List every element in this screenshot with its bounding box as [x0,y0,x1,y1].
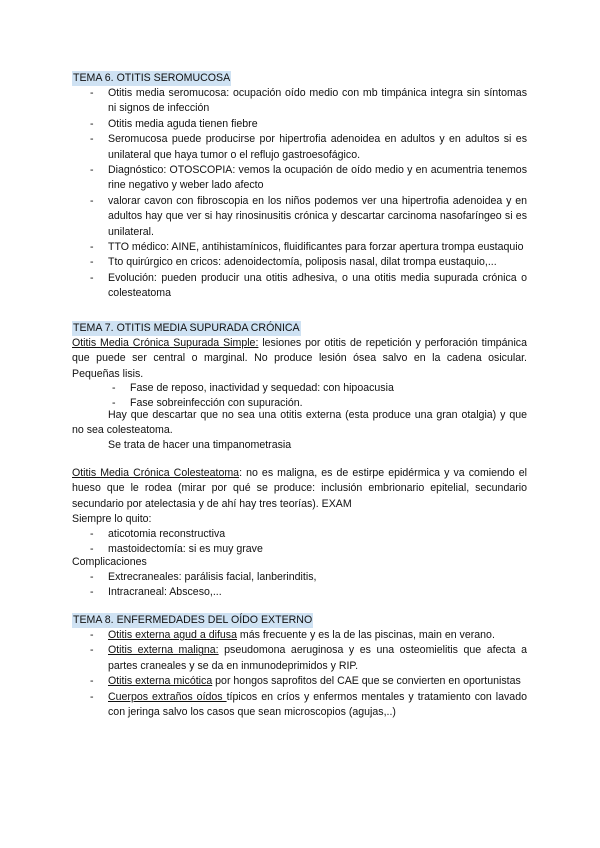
tema6-heading: TEMA 6. OTITIS SEROMUCOSA [72,71,231,86]
list-item [72,628,527,643]
item-text: por hongos saprofitos del CAE que se convierten en oportunistas [212,675,521,688]
list-item: - Intracraneal: Absceso,... [72,585,527,600]
list-item: - Fase sobreinfección con supuración. [72,396,527,411]
colesteatoma-text: : no es maligna, es de estirpe epidérmica y va comiendo el hueso que le rodea (mirar por qué se produce: inclusión embrionario epitelial, secundario secundario por atelectasia y de ahí hay tres teorías). EXAM [72,467,527,510]
item-text: pseudomona aeruginosa y es una osteomielitis que afecta a partes craneales y se da en inmunodeprimidos y RIP. [108,644,527,672]
tema7-heading: TEMA 7. OTITIS MEDIA SUPURADA CRÓNICA [72,321,301,336]
list-item: - aticotomia reconstructiva [72,527,527,542]
list-item: - Diagnóstico: OTOSCOPIA: vemos la ocupación de oído medio y en acumentria tenemos rine negativo y weber lado afecto [72,163,527,194]
list-item: - Seromucosa puede producirse por hipertrofia adenoidea en adultos y en adultos si es unilateral que haya tumor o el reflujo gastroesofágico. [72,132,527,163]
item-label: Otitis externa micótica [108,675,213,688]
note-paragraph-1: Hay que descartar que no sea una otitis externa (esta produce una gran otalgia) y que no sea colesteatoma. [72,409,527,437]
item-label: Cuerpos extraños oídos [108,690,227,703]
list-item: - TTO médico: AINE, antihistamínicos, fluidificantes para forzar apertura trompa eustaquio [72,240,527,255]
item-label: Otitis externa maligna: [108,644,219,657]
tema8-heading: TEMA 8. ENFERMEDADES DEL OÍDO EXTERNO [72,613,313,628]
list-item: - mastoidectomía: si es muy grave [72,542,527,557]
simple-label: Otitis Media Crónica Supurada Simple: [72,337,259,349]
item-text: más frecuente y es la de las piscinas, main en verano. [236,629,495,641]
list-item: - Otitis media aguda tienen fiebre [72,117,527,132]
quito-list [72,527,527,558]
list-item [72,643,527,674]
complicaciones-label: Complicaciones [72,556,147,568]
colesteatoma-paragraph [72,466,527,512]
item-label: Otitis externa agud a difusa [108,629,237,641]
list-item: - Evolución: pueden producir una otitis adhesiva, o una otitis media supurada crónica o colesteatoma [72,271,527,302]
quito-label: Siempre lo quito: [72,513,152,525]
note-paragraph-2: Se trata de hacer una timpanometrasia [108,439,292,451]
list-item: - Tto quirúrgico en cricos: adenoidectomía, poliposis nasal, dilat trompa eustaquio,... [72,255,527,270]
tema8-list [72,628,527,720]
item-text: típicos en críos y enfermos mentales y tratamiento con lavado con jeringa salvo los casos que sean microscopios (agujas,..) [108,690,527,719]
list-item: - Otitis media seromucosa: ocupación oído medio con mb timpánica integra sin síntomas ni signos de infección [72,86,527,117]
colesteatoma-label: Otitis Media Crónica Colesteatoma [72,467,240,479]
simple-paragraph [72,336,527,382]
list-item: - valorar cavon con fibroscopia en los niños podemos ver una hipertrofia adenoidea y en adultos hay que ver si hay rinosinusitis crónica y descartar carcinoma nasofaríngeo si es unilateral. [72,194,527,240]
complicaciones-list [72,570,527,601]
list-item: - Fase de reposo, inactividad y sequedad: con hipoacusia [72,381,527,396]
list-item [72,674,527,689]
list-item: - Extrecraneales: parálisis facial, lanberinditis, [72,570,527,585]
tema6-list [72,86,527,302]
simple-text: lesiones por otitis de repetición y perforación timpánica que puede ser central o marginal. No produce lesión ósea salvo en la cadena osicular. Pequeñas lisis. [72,337,527,380]
list-item [72,690,527,721]
